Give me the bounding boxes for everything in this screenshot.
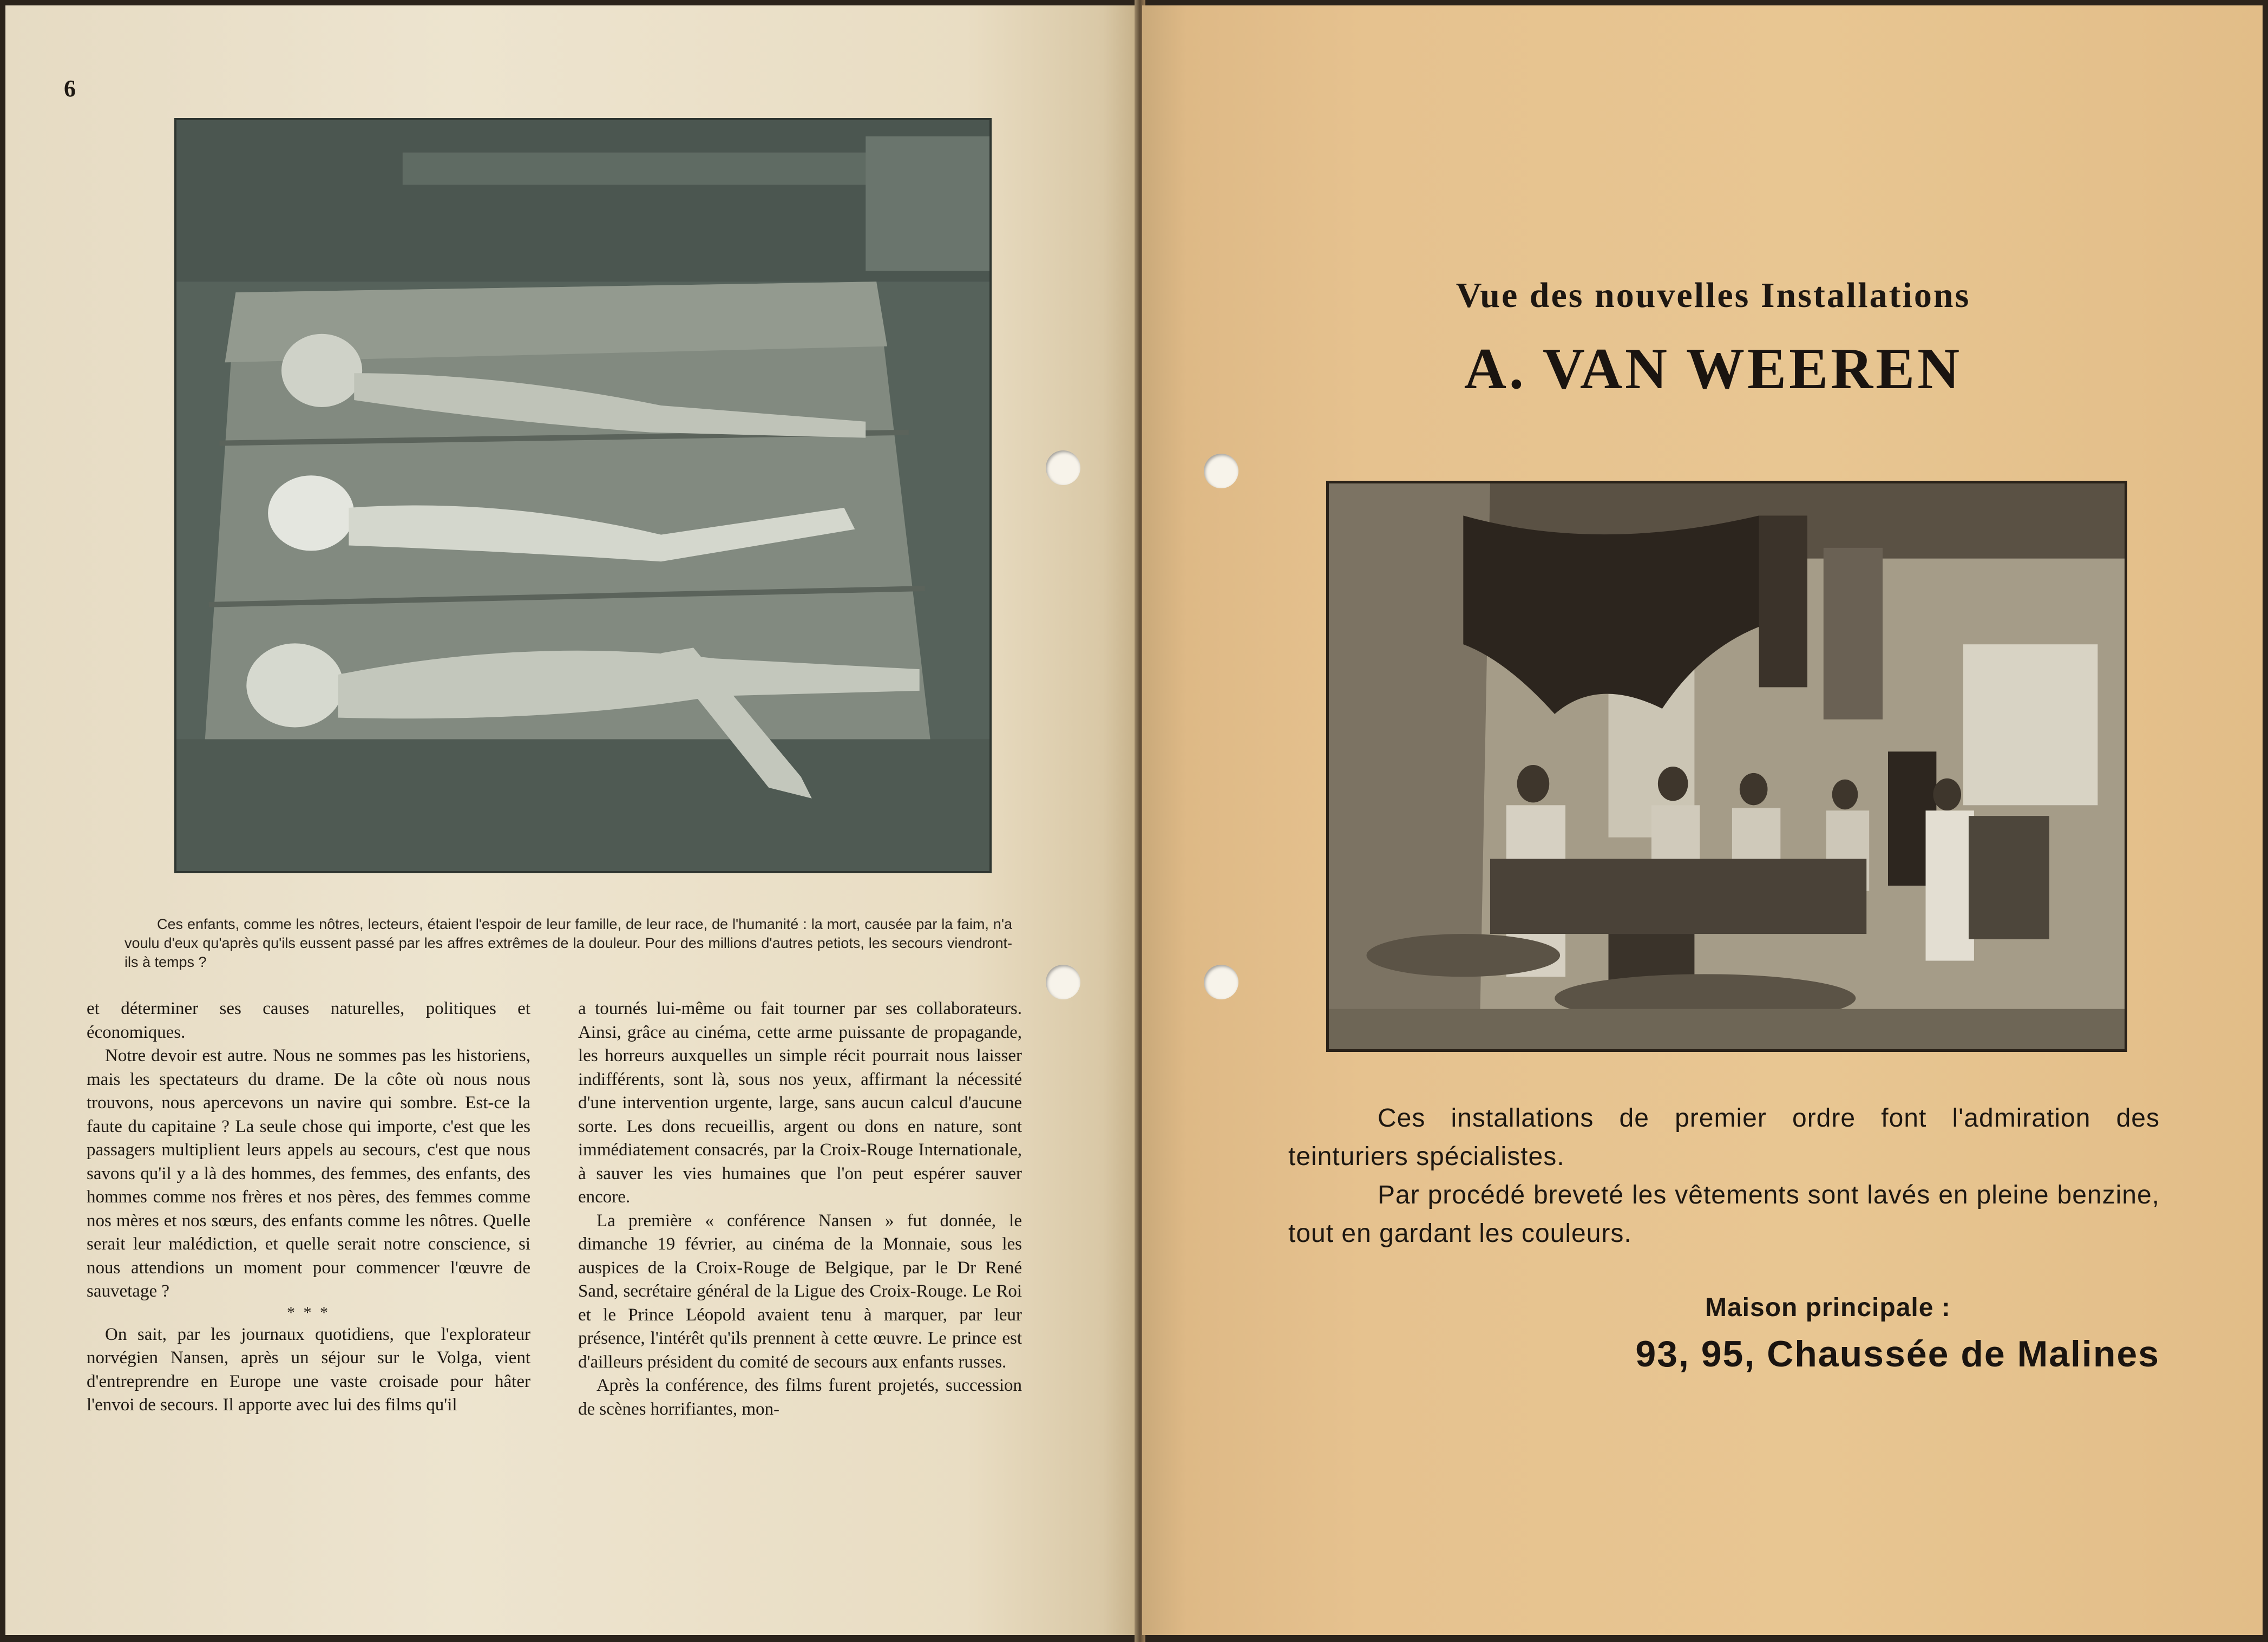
- ad-heading: Vue des nouvelles Installations: [1456, 276, 1971, 315]
- installations-photograph-image: [1329, 483, 2125, 1049]
- article-paragraph: et déterminer ses causes naturelles, politiques et économiques.: [87, 999, 530, 1042]
- address: 93, 95, Chaussée de Malines: [1635, 1333, 2160, 1375]
- article-paragraph: On sait, par les journaux quotidiens, que l'explorateur norvégien Nansen, après un séjour sur le Volga, vient d'entreprendre en Europe une vaste croisade pour hâter l'envoi de secours. Il apporte avec lui des films qu'il: [87, 1324, 530, 1415]
- section-separator: * * *: [287, 1303, 330, 1322]
- famine-photograph-image: [176, 120, 989, 871]
- ad-paragraph: Par procédé breveté les vêtements sont lavés en pleine benzine, tout en gardant les couleurs.: [1288, 1181, 2160, 1248]
- punch-hole: [1204, 454, 1238, 488]
- article-column-1: [87, 997, 530, 1417]
- famine-photograph: [174, 118, 992, 873]
- article-paragraph: Après la conférence, des films furent projetés, succession de scènes horrifiantes, mon-: [578, 1376, 1022, 1419]
- punch-hole: [1204, 965, 1238, 999]
- punch-hole: [1046, 450, 1080, 485]
- page-number: 6: [64, 75, 76, 102]
- ad-description: [1288, 1099, 2160, 1253]
- article-paragraph: La première « conférence Nansen » fut donnée, le dimanche 19 février, au cinéma de la Monnaie, sous les auspices de la Croix-Rouge de Belgique, par le Dr René Sand, secrétaire général de la Ligue des Croix-Rouge. Le Roi et le Prince Léopold avaient tenu à marquer, par leur présence, l'intérêt qu'ils prennent à cette œuvre. Le prince est d'ailleurs président du comité de secours aux enfants russes.: [578, 1211, 1022, 1372]
- photo-caption: Ces enfants, comme les nôtres, lecteurs, étaient l'espoir de leur famille, de leur race, de l'humanité : la mort, causée par la faim, n'a voulu d'eux qu'après qu'ils eussent passé par les affres extrêmes de la douleur. Pour des millions d'autres petiots, les secours viendront-ils à temps ?: [124, 916, 1012, 970]
- article-column-2: [578, 997, 1022, 1421]
- installations-photograph: [1326, 481, 2127, 1052]
- ad-paragraph: Ces installations de premier ordre font l'admiration des teinturiers spécialistes.: [1288, 1104, 2160, 1171]
- address-label: Maison principale :: [1705, 1293, 1951, 1322]
- ad-company-name: A. VAN WEEREN: [1464, 337, 1963, 401]
- article-paragraph: Notre devoir est autre. Nous ne sommes pas les historiens, mais les spectateurs du drame. De la côte où nous nous trouvons, nous apercevons un navire qui sombre. Est-ce la faute du capitaine ? La seule chose qui importe, c'est que les passagers multiplient leurs appels au secours, c'est que nous savons qu'il y a là des hommes, des femmes, des enfants, des hommes comme nos frères et nos pères, des femmes comme nos mères et nos sœurs, des enfants comme les nôtres. Quelle serait leur malédiction, et quelle serait notre conscience, si nous attendions un moment pour commencer l'œuvre de sauvetage ?: [87, 1046, 530, 1301]
- article-paragraph: a tournés lui-même ou fait tourner par ses collaborateurs. Ainsi, grâce au cinéma, cette arme puissante de propagande, les horreurs auxquelles un simple récit pourrait nous laisser indifférents, sont là, sous nos yeux, affirmant la nécessité d'une intervention urgente, large, sans aucun calcul d'aucune sorte. Les dons recueillis, argent ou dons en nature, sont immédiatement consacrés, par la Croix-Rouge Internationale, à sauver les vies humaines que l'on peut espérer sauver encore.: [578, 999, 1022, 1207]
- punch-hole: [1046, 965, 1080, 999]
